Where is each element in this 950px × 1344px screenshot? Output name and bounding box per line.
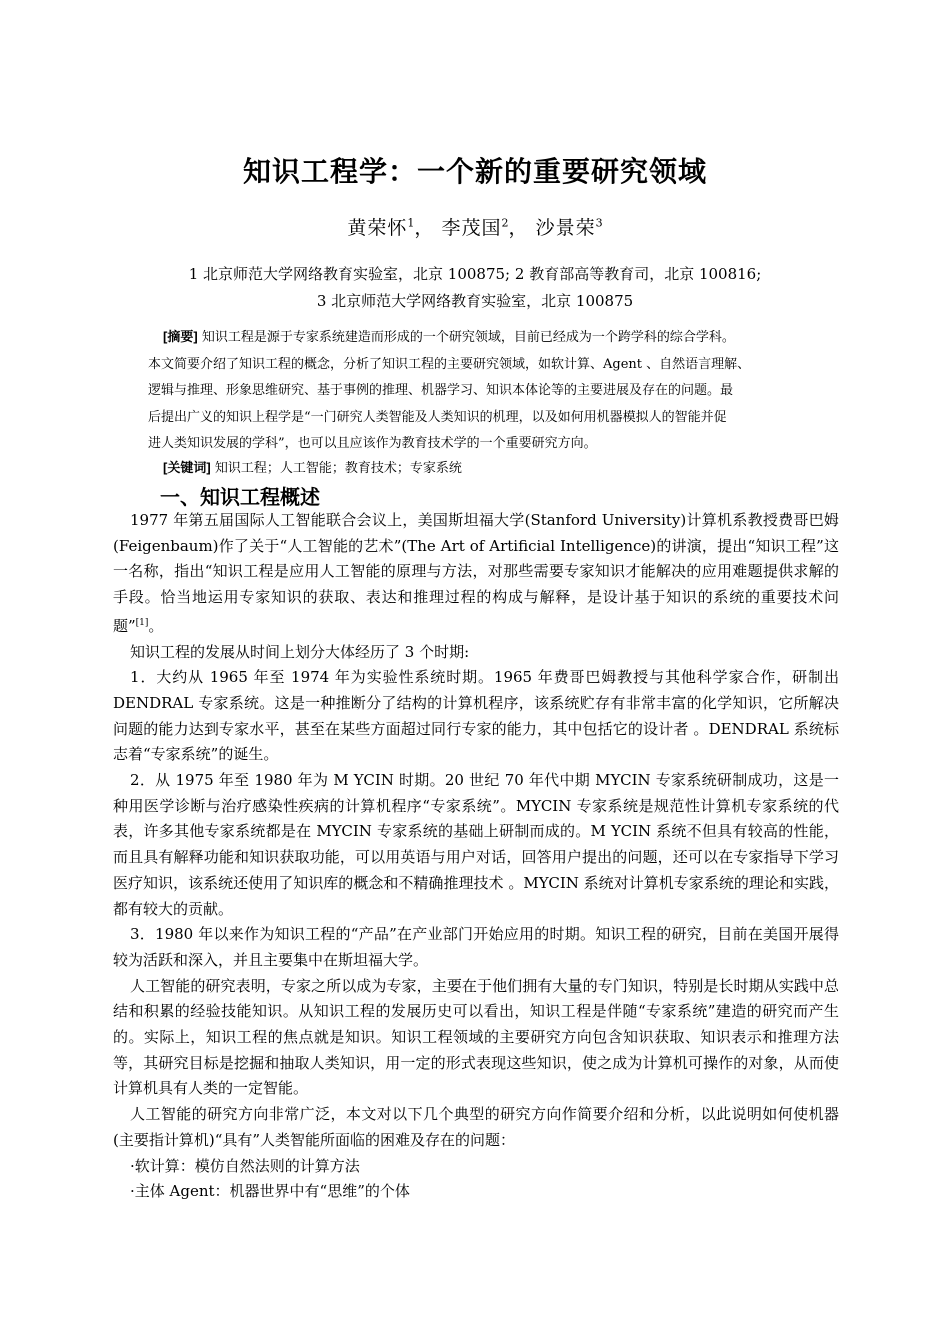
abstract-line: 本文简要介绍了知识工程的概念，分析了知识工程的主要研究领域，如软计算、Agent 、自然语言理解、 [148,356,751,372]
abstract-line: 后提出广义的知识上程学是“一门研究人类智能及人类知识的机理，以及如何用机器模拟人的智能并促 [148,409,727,425]
author-affiliation-mark: 2 [501,216,509,230]
author-affiliation-mark: 3 [595,216,603,230]
paragraph-end: 。 [148,616,164,635]
paragraph: 人工智能的研究表明，专家之所以成为专家，主要在于他们拥有大量的专门知识，特别是长时期从实践中总结和积累的经验技能知识。从知识工程的发展历史可以看出，知识工程是伴随“专家系统”建造的研究而产生的。实际上，知识工程的焦点就是知识。知识工程领域的主要研究方向包含知识获取、知识表示和推理方法等，其研究目标是挖掘和抽取人类知识，用一定的形式表现这些知识，使之成为计算机可操作的对象，从而使计算机具有人类的一定智能。 [113,976,839,1098]
author-line [0,213,950,240]
keywords-label: [关键词] [163,460,211,475]
author-affiliation-mark: 1 [407,216,415,230]
abstract-line: 知识工程是源于专家系统建造而形成的一个研究领域，目前已经成为一个跨学科的综合学科。 [201,330,735,345]
paper-title: 知识工程学：一个新的重要研究领域 [242,155,707,188]
paragraph: 1．大约从 1965 年至 1974 年为实验性系统时期。1965 年费哥巴姆教授与其他科学家合作，研制出 DENDRAL 专家系统。这是一种推断分了结构的计算机程序，该系统贮存有非常丰富的化学知识，它所解决问题的能力达到专家水平，甚至在某些方面超过同行专家的能力，其中包括它的设计者 。DENDRAL 系统标志着“专家系统”的诞生。 [113,668,839,764]
author-separator: ， [508,217,529,239]
keywords-text: 知识工程；人工智能；教育技术；专家系统 [214,461,462,476]
abstract [148,324,808,458]
affiliation-line: 1 北京师范大学网络教育实验室，北京 100875; 2 教育部高等教育司，北京 100816; [188,265,762,283]
author-name: 李茂国 [441,217,502,239]
abstract-line: 逻辑与推理、形象思维研究、基于事例的推理、机器学习、知识本体论等的主要进展及存在的问题。最 [148,383,734,398]
author-name: 沙景荣 [535,217,596,239]
paragraph: 2．从 1975 年至 1980 年为 M YCIN 时期。20 世纪 70 年代中期 MYCIN 专家系统研制成功，这是一种用医学诊断与治疗感染性疾病的计算机程序“专家系统”。MYCIN 专家系统是规范性计算机专家系统的代表，许多其他专家系统都是在 MYCIN 专家系统的基础上研制而成的。M YCIN 系统不但具有较高的性能，而且具有解释功能和知识获取功能，可以用英语与用户对话，回答用户提出的问题，还可以在专家指导下学习医疗知识，该系统还使用了知识库的概念和不精确推理技术 。MYCIN 系统对计算机专家系统的理论和实践，都有较大的贡献。 [113,771,839,918]
paragraph: 人工智能的研究方向非常广泛，本文对以下几个典型的研究方向作简要介绍和分析，以此说明如何使机器(主要指计算机)“具有”人类智能所面临的困难及存在的问题： [113,1105,839,1149]
keywords [163,457,462,476]
author-name: 黄荣怀 [347,217,408,239]
bullet-item: ·主体 Agent：机器世界中有“思维”的个体 [130,1182,410,1201]
bullet-item: ·软计算：模仿自然法则的计算方法 [130,1156,360,1175]
paragraph: 知识工程的发展从时间上划分大体经历了 3 个时期: [130,642,470,661]
affiliation-line: 3 北京师范大学网络教育实验室，北京 100875 [316,292,634,310]
citation: [1] [135,617,149,628]
paragraph: 3．1980 年以来作为知识工程的“产品”在产业部门开始应用的时期。知识工程的研究，目前在美国开展得较为活跃和深入，并且主要集中在斯坦福大学。 [113,925,839,969]
author-separator: ， [414,217,435,239]
section-heading: 一、知识工程概述 [160,485,320,509]
paragraph-text: 1977 年第五届国际人工智能联合会议上，美国斯坦福大学(Stanford University)计算机系教授费哥巴姆(Feigenbaum)作了关于“人工智能的艺术”(The Art of Artificial Intelligence)的讲演，提出“知识工程”这一名称，指出“知识工程是应用人工智能的原理与方法，对那些需要专家知识才能解决的应用难题提供求解的手段。恰当地运用专家知识的获取、表达和推理过程的构成与解释，是设计基于知识的系统的重要技术问题” [113,511,839,635]
abstract-line: 进人类知识发展的学科”，也可以且应该作为教育技术学的一个重要研究方向。 [148,436,597,451]
section-body [113,508,839,1205]
abstract-label: [摘要] [163,329,198,344]
paragraph [113,508,839,640]
